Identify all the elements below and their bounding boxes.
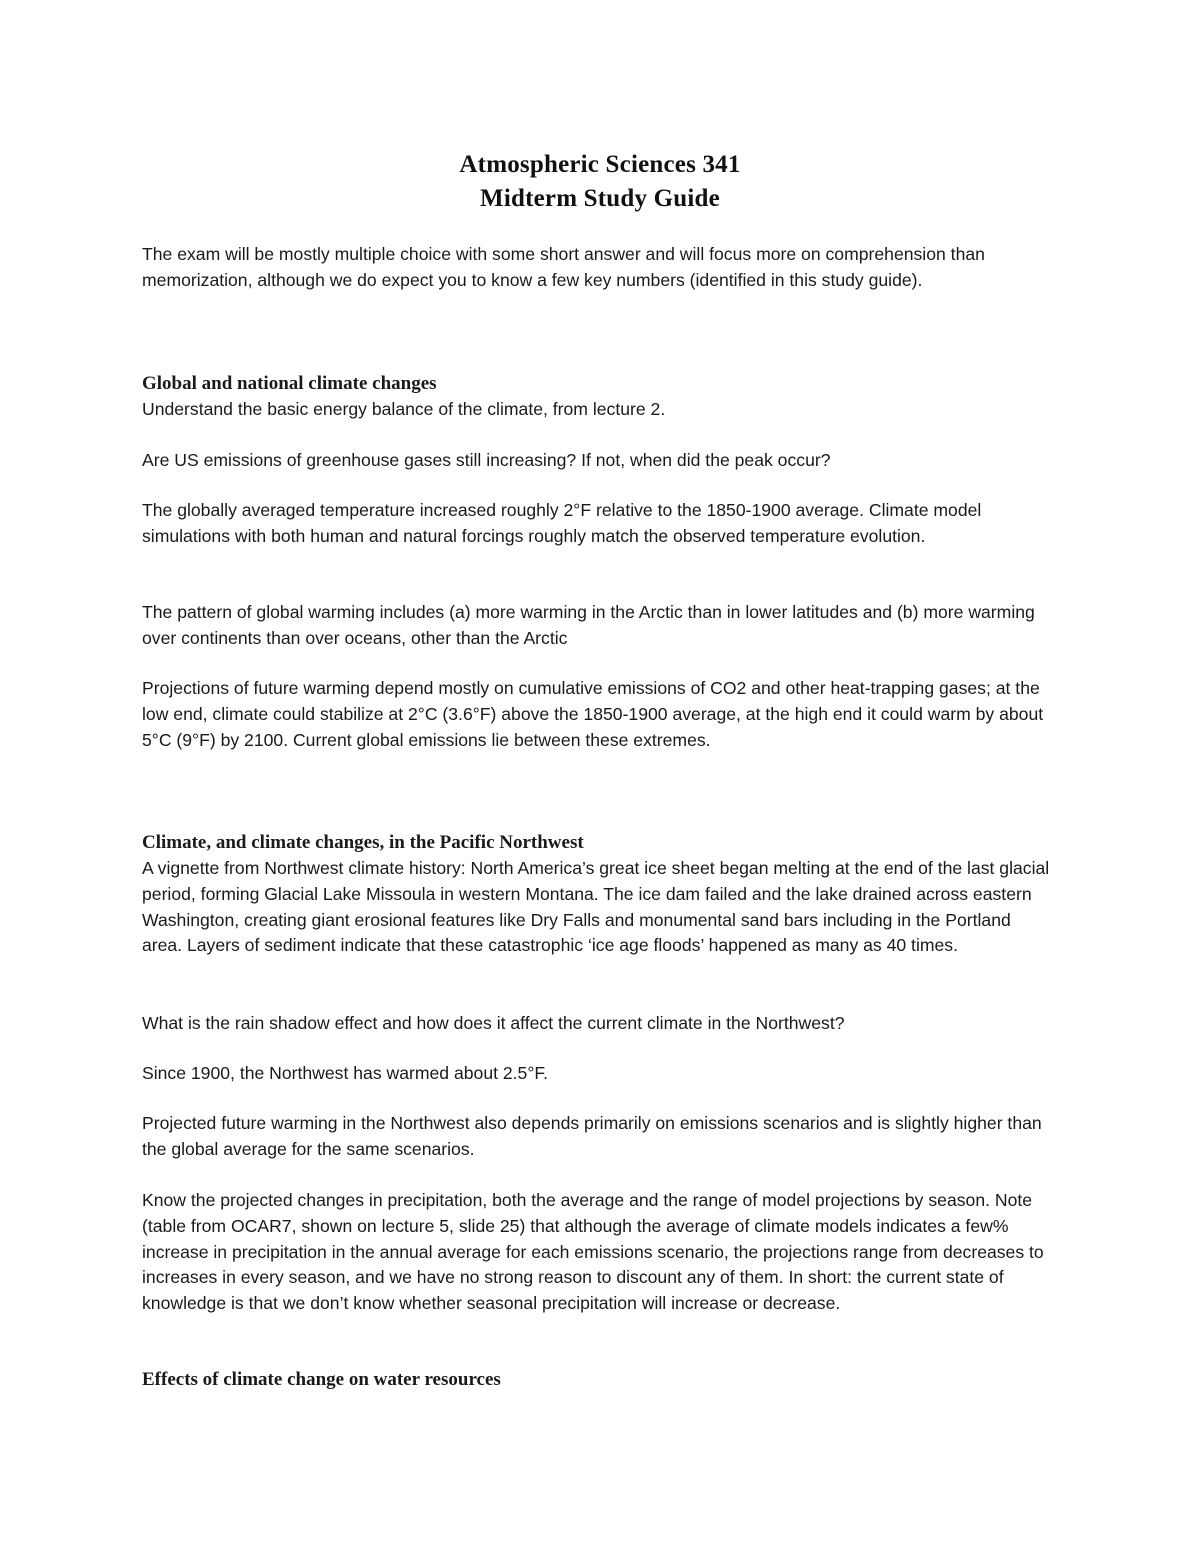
section-heading-water-resources: Effects of climate change on water resources: [142, 1369, 501, 1390]
paragraph-rain-shadow: What is the rain shadow effect and how does it affect the current climate in the Northwest?: [142, 1013, 845, 1033]
course-title: Atmospheric Sciences 341: [459, 151, 741, 178]
guide-title: Midterm Study Guide: [480, 185, 720, 212]
paragraph-northwest-warming: Since 1900, the Northwest has warmed about 2.5°F.: [142, 1063, 549, 1083]
document-title: [0, 148, 1200, 216]
intro-paragraph: The exam will be mostly multiple choice with some short answer and will focus more on comprehension than memorization, although we do expect you to know a few key numbers (identified in this study guide).: [142, 244, 985, 290]
paragraph-warming-pattern: The pattern of global warming includes (a) more warming in the Arctic than in lower latitudes and (b) more warming over continents than over oceans, other than the Arctic: [142, 602, 1035, 648]
paragraph-energy-balance: Understand the basic energy balance of the climate, from lecture 2.: [142, 399, 666, 419]
paragraph-ice-age-floods: A vignette from Northwest climate history: North America’s great ice sheet began melting at the end of the last glacial period, forming Glacial Lake Missoula in western Montana. The ice dam failed and the lake drained across eastern Washington, creating giant erosional features like Dry Falls and monumental sand bars including in the Portland area. Layers of sediment indicate that these catastrophic ‘ice age floods’ happened as many as 40 times.: [142, 858, 1050, 956]
paragraph-global-temperature: The globally averaged temperature increased roughly 2°F relative to the 1850-1900 average. Climate model simulations with both human and natural forcings roughly match the observed temperature evolution.: [142, 500, 982, 546]
paragraph-us-emissions: Are US emissions of greenhouse gases still increasing? If not, when did the peak occur?: [142, 450, 831, 470]
paragraph-future-projections: Projections of future warming depend mostly on cumulative emissions of CO2 and other heat-trapping gases; at the low end, climate could stabilize at 2°C (3.6°F) above the 1850-1900 average, at the high end it could warm by about 5°C (9°F) by 2100. Current global emissions lie between these extremes.: [142, 678, 1044, 750]
paragraph-projected-warming-nw: Projected future warming in the Northwest also depends primarily on emissions scenarios and is slightly higher than the global average for the same scenarios.: [142, 1113, 1042, 1159]
paragraph-precipitation-projections: Know the projected changes in precipitation, both the average and the range of model projections by season. Note (table from OCAR7, shown on lecture 5, slide 25) that although the average of climate models indicates a few% increase in precipitation in the annual average for each emissions scenario, the projections range from decreases to increases in every season, and we have no strong reason to discount any of them. In short: the current state of knowledge is that we don’t know whether seasonal precipitation will increase or decrease.: [142, 1190, 1044, 1314]
section-heading-global-climate: Global and national climate changes: [142, 373, 437, 394]
section-heading-pacific-northwest: Climate, and climate changes, in the Pacific Northwest: [142, 832, 584, 853]
